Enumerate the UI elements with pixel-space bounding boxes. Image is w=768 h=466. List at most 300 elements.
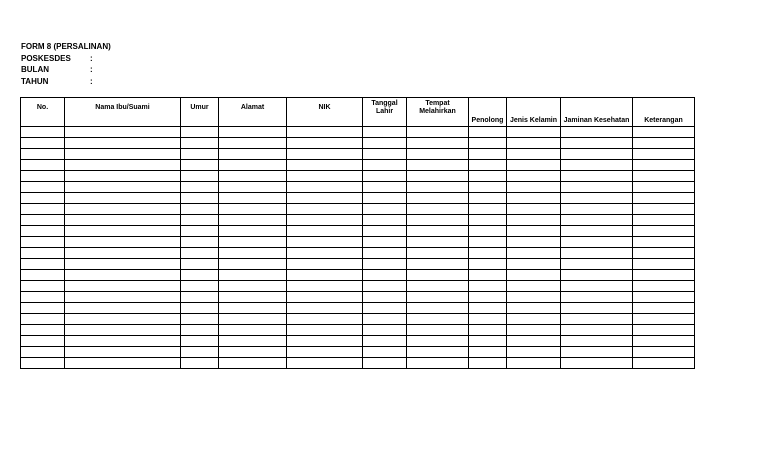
table-cell (219, 248, 287, 259)
table-cell (21, 292, 65, 303)
table-cell (633, 215, 695, 226)
table-cell (633, 193, 695, 204)
table-cell (65, 226, 181, 237)
field-colon-tahun: : (90, 76, 93, 86)
table-cell (561, 336, 633, 347)
table-cell (363, 270, 407, 281)
table-cell (287, 160, 363, 171)
form-header (21, 41, 111, 87)
column-header-2 (65, 98, 181, 127)
column-header-label: Tanggal Lahir (371, 100, 398, 115)
table-cell (407, 248, 469, 259)
table-cell (65, 259, 181, 270)
table-cell (219, 226, 287, 237)
table-cell (21, 358, 65, 369)
table-cell (469, 226, 507, 237)
table-row (21, 292, 695, 303)
table-cell (65, 358, 181, 369)
table-cell (363, 160, 407, 171)
table-cell (633, 248, 695, 259)
table-cell (181, 127, 219, 138)
table-cell (219, 325, 287, 336)
table-cell (507, 270, 561, 281)
table-cell (21, 259, 65, 270)
table-cell (219, 259, 287, 270)
table-cell (561, 314, 633, 325)
table-row (21, 358, 695, 369)
table-cell (507, 281, 561, 292)
column-header-9 (507, 98, 561, 127)
table-cell (407, 215, 469, 226)
column-header-3 (181, 98, 219, 127)
column-header-label: Keterangan (644, 117, 683, 124)
table-cell (287, 314, 363, 325)
table-row (21, 237, 695, 248)
table-row (21, 303, 695, 314)
table-cell (363, 358, 407, 369)
column-header-label: Jenis Kelamin (509, 117, 558, 124)
table-cell (21, 193, 65, 204)
table-cell (287, 215, 363, 226)
table-cell (181, 226, 219, 237)
table-cell (219, 138, 287, 149)
table-cell (65, 303, 181, 314)
field-colon-poskesdes: : (90, 53, 93, 63)
table-cell (633, 347, 695, 358)
table-cell (181, 358, 219, 369)
table-cell (561, 292, 633, 303)
table-cell (407, 259, 469, 270)
table-cell (21, 215, 65, 226)
table-cell (219, 237, 287, 248)
table-cell (181, 149, 219, 160)
table-cell (21, 237, 65, 248)
table-row (21, 259, 695, 270)
table-cell (21, 303, 65, 314)
table-cell (469, 325, 507, 336)
table-cell (65, 237, 181, 248)
table-cell (363, 226, 407, 237)
table-cell (561, 248, 633, 259)
table-cell (181, 171, 219, 182)
persalinan-table (20, 97, 695, 369)
column-header-label: Penolong (471, 117, 504, 124)
column-header-label: Umur (190, 104, 209, 111)
table-cell (219, 314, 287, 325)
table-cell (507, 204, 561, 215)
table-cell (21, 325, 65, 336)
table-cell (363, 281, 407, 292)
table-cell (507, 193, 561, 204)
table-row (21, 314, 695, 325)
table-cell (561, 226, 633, 237)
table-cell (407, 204, 469, 215)
table-cell (633, 259, 695, 270)
table-row (21, 182, 695, 193)
table-cell (469, 215, 507, 226)
table-cell (181, 215, 219, 226)
form-title-text: FORM 8 (PERSALINAN) (21, 42, 111, 51)
table-cell (407, 160, 469, 171)
table-cell (65, 292, 181, 303)
table-cell (65, 204, 181, 215)
table-cell (181, 204, 219, 215)
column-header-5 (287, 98, 363, 127)
table-row (21, 248, 695, 259)
table-cell (181, 138, 219, 149)
table-cell (21, 160, 65, 171)
table-cell (633, 127, 695, 138)
table-cell (561, 138, 633, 149)
table-cell (407, 237, 469, 248)
table-row (21, 336, 695, 347)
table-cell (363, 259, 407, 270)
table-cell (407, 171, 469, 182)
table-header-row (21, 98, 695, 127)
table-cell (287, 204, 363, 215)
field-colon-bulan: : (90, 65, 93, 74)
table-cell (363, 292, 407, 303)
table-cell (363, 314, 407, 325)
table-cell (507, 325, 561, 336)
table-cell (65, 127, 181, 138)
table-cell (65, 160, 181, 171)
table-cell (21, 182, 65, 193)
field-label-poskesdes: POSKESDES (21, 53, 71, 63)
table-cell (561, 325, 633, 336)
table-cell (407, 358, 469, 369)
table-cell (469, 281, 507, 292)
table-row (21, 204, 695, 215)
table-cell (181, 259, 219, 270)
table-cell (561, 358, 633, 369)
table-cell (21, 281, 65, 292)
table-cell (507, 314, 561, 325)
table-cell (287, 336, 363, 347)
table-row (21, 193, 695, 204)
table-cell (633, 182, 695, 193)
table-cell (219, 281, 287, 292)
table-cell (561, 215, 633, 226)
field-bulan (21, 64, 111, 76)
table-cell (507, 292, 561, 303)
form-title (21, 41, 111, 53)
table-cell (633, 149, 695, 160)
table-row (21, 215, 695, 226)
table-cell (633, 303, 695, 314)
table-cell (507, 138, 561, 149)
table-cell (507, 237, 561, 248)
table-cell (181, 325, 219, 336)
table-cell (65, 336, 181, 347)
table-cell (219, 303, 287, 314)
column-header-label: Tempat Melahirkan (419, 100, 456, 115)
column-header-1 (21, 98, 65, 127)
table-cell (181, 248, 219, 259)
table-cell (21, 171, 65, 182)
table-cell (65, 248, 181, 259)
column-header-label: Nama Ibu/Suami (95, 104, 150, 111)
table-cell (561, 237, 633, 248)
table-cell (407, 127, 469, 138)
table-cell (181, 281, 219, 292)
table-cell (219, 127, 287, 138)
table-cell (219, 182, 287, 193)
table-cell (219, 358, 287, 369)
table-cell (561, 160, 633, 171)
table-row (21, 171, 695, 182)
table-cell (219, 347, 287, 358)
table-cell (507, 347, 561, 358)
table-cell (287, 127, 363, 138)
table-cell (633, 171, 695, 182)
table-cell (507, 160, 561, 171)
table-cell (407, 149, 469, 160)
table-cell (469, 171, 507, 182)
table-cell (561, 270, 633, 281)
table-cell (65, 314, 181, 325)
table-cell (561, 149, 633, 160)
table-cell (633, 160, 695, 171)
table-cell (469, 138, 507, 149)
table-cell (287, 193, 363, 204)
table-cell (469, 127, 507, 138)
table-cell (633, 204, 695, 215)
table-cell (561, 193, 633, 204)
table-cell (469, 193, 507, 204)
table-cell (65, 138, 181, 149)
table-cell (363, 171, 407, 182)
table-row (21, 138, 695, 149)
table-cell (219, 204, 287, 215)
table-cell (65, 215, 181, 226)
table-cell (633, 336, 695, 347)
table-cell (507, 149, 561, 160)
column-header-label: NIK (318, 104, 331, 111)
field-poskesdes (21, 53, 111, 65)
table-cell (219, 149, 287, 160)
table-cell (633, 237, 695, 248)
table-cell (407, 138, 469, 149)
table-cell (65, 347, 181, 358)
table-cell (407, 281, 469, 292)
table-cell (469, 303, 507, 314)
table-cell (363, 336, 407, 347)
table-cell (561, 281, 633, 292)
table-cell (363, 138, 407, 149)
table-cell (633, 292, 695, 303)
column-header-4 (219, 98, 287, 127)
table-cell (181, 303, 219, 314)
table-row (21, 270, 695, 281)
table-row (21, 347, 695, 358)
table-cell (65, 182, 181, 193)
table-cell (363, 325, 407, 336)
table-cell (561, 347, 633, 358)
table-cell (561, 182, 633, 193)
table-cell (219, 193, 287, 204)
table-cell (507, 336, 561, 347)
table-cell (633, 270, 695, 281)
table-cell (219, 171, 287, 182)
table-cell (561, 303, 633, 314)
table-cell (633, 325, 695, 336)
table-cell (287, 171, 363, 182)
table-cell (469, 336, 507, 347)
table-cell (287, 182, 363, 193)
table-cell (407, 292, 469, 303)
table-cell (633, 281, 695, 292)
table-cell (21, 127, 65, 138)
table-cell (21, 204, 65, 215)
table-cell (65, 270, 181, 281)
table-cell (65, 193, 181, 204)
table-cell (507, 215, 561, 226)
table-cell (507, 127, 561, 138)
table-cell (633, 226, 695, 237)
table-row (21, 149, 695, 160)
table-cell (287, 248, 363, 259)
table-cell (633, 138, 695, 149)
table-cell (407, 303, 469, 314)
table-row (21, 226, 695, 237)
field-label-bulan: BULAN (21, 65, 49, 74)
table-cell (469, 160, 507, 171)
table-cell (219, 160, 287, 171)
column-header-6 (363, 98, 407, 127)
table-cell (407, 270, 469, 281)
table-cell (65, 149, 181, 160)
table-cell (21, 149, 65, 160)
table-cell (469, 347, 507, 358)
table-cell (219, 292, 287, 303)
table-row (21, 325, 695, 336)
table-cell (561, 127, 633, 138)
table-cell (407, 325, 469, 336)
table-cell (469, 358, 507, 369)
table-cell (407, 314, 469, 325)
table-cell (507, 171, 561, 182)
table-cell (633, 358, 695, 369)
table-cell (469, 248, 507, 259)
table-cell (181, 160, 219, 171)
table-cell (181, 182, 219, 193)
table-cell (181, 347, 219, 358)
table-cell (469, 292, 507, 303)
table-cell (287, 281, 363, 292)
column-header-label: Jaminan Kesehatan (563, 117, 630, 124)
table-cell (181, 270, 219, 281)
table-cell (469, 237, 507, 248)
table-cell (469, 204, 507, 215)
table-cell (469, 259, 507, 270)
table-cell (407, 336, 469, 347)
table-cell (287, 347, 363, 358)
column-header-7 (407, 98, 469, 127)
table-cell (469, 182, 507, 193)
table-cell (65, 171, 181, 182)
table-cell (363, 193, 407, 204)
column-header-10 (561, 98, 633, 127)
table-cell (287, 358, 363, 369)
table-cell (287, 303, 363, 314)
table-cell (363, 303, 407, 314)
table-cell (219, 270, 287, 281)
table-cell (181, 193, 219, 204)
table-cell (287, 325, 363, 336)
column-header-label: No. (36, 104, 49, 111)
table-cell (219, 215, 287, 226)
table-cell (21, 248, 65, 259)
table-cell (21, 314, 65, 325)
table-cell (363, 182, 407, 193)
table-cell (181, 237, 219, 248)
table-row (21, 281, 695, 292)
table-cell (507, 358, 561, 369)
table-cell (363, 215, 407, 226)
table-row (21, 160, 695, 171)
table-cell (65, 281, 181, 292)
table-row (21, 127, 695, 138)
table-cell (507, 303, 561, 314)
table-cell (363, 204, 407, 215)
table-cell (21, 347, 65, 358)
table-cell (469, 270, 507, 281)
table-cell (219, 336, 287, 347)
table-cell (181, 314, 219, 325)
table-cell (287, 259, 363, 270)
table-cell (407, 193, 469, 204)
field-tahun (21, 76, 111, 88)
table-cell (287, 149, 363, 160)
column-header-label: Alamat (240, 104, 265, 111)
table-cell (561, 204, 633, 215)
table-cell (287, 270, 363, 281)
table-cell (363, 237, 407, 248)
table-cell (181, 336, 219, 347)
table-cell (21, 138, 65, 149)
table-cell (407, 347, 469, 358)
table-cell (561, 171, 633, 182)
table-cell (287, 292, 363, 303)
table-cell (507, 248, 561, 259)
table-cell (363, 347, 407, 358)
column-header-11 (633, 98, 695, 127)
table-body (21, 127, 695, 369)
table-cell (287, 237, 363, 248)
table-cell (181, 292, 219, 303)
table-cell (65, 325, 181, 336)
table-cell (507, 226, 561, 237)
column-header-8 (469, 98, 507, 127)
table-cell (507, 259, 561, 270)
table-cell (21, 270, 65, 281)
table-cell (287, 138, 363, 149)
table-cell (469, 314, 507, 325)
table-cell (407, 182, 469, 193)
table-cell (21, 336, 65, 347)
table-cell (507, 182, 561, 193)
field-label-tahun: TAHUN (21, 76, 49, 86)
table-cell (287, 226, 363, 237)
table-cell (363, 127, 407, 138)
table-cell (561, 259, 633, 270)
table-cell (21, 226, 65, 237)
table-cell (469, 149, 507, 160)
table-cell (363, 248, 407, 259)
table-cell (633, 314, 695, 325)
table-cell (407, 226, 469, 237)
